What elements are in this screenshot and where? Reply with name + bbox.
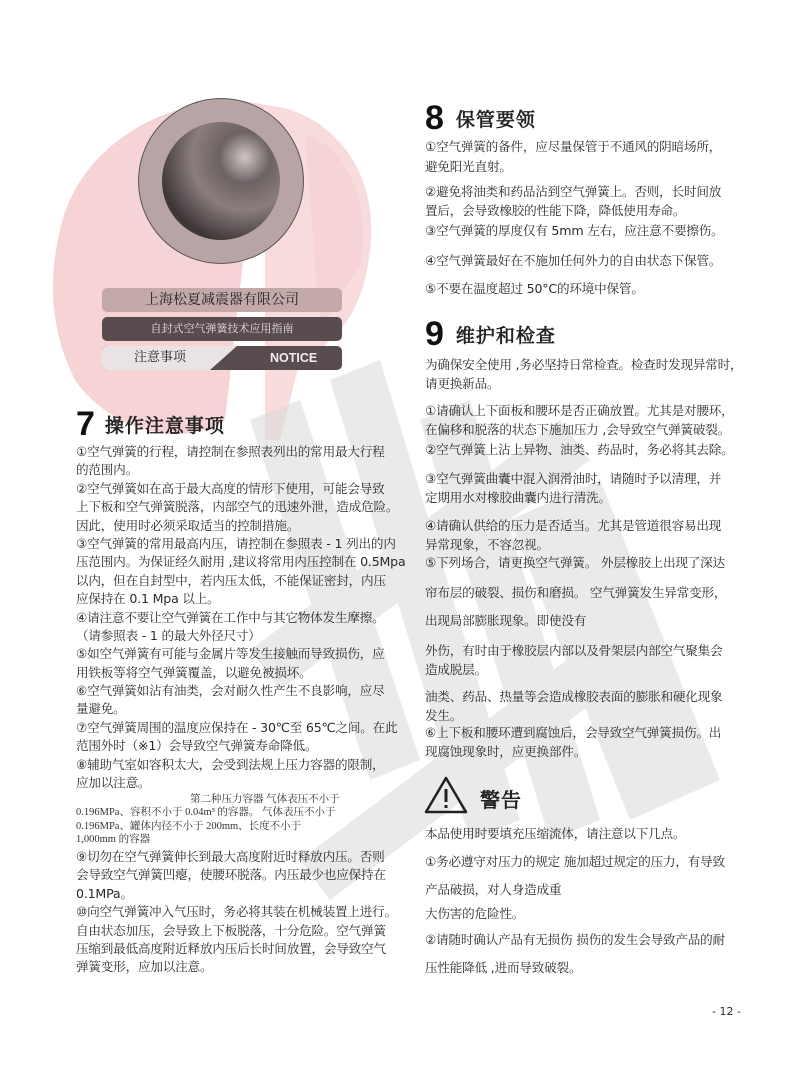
- text-line: 第二种压力容器 气体表压不小于: [190, 794, 340, 805]
- pressure-vessel-note: [76, 793, 340, 846]
- text-line: 上下板和空气弹簧脱落，内部空气的迅速外泄，造成危险。: [76, 499, 399, 515]
- text-line: ⑤不要在温度超过 50°C的环境中保管。: [425, 281, 644, 296]
- text-line: 0.196MPa、罐体内径不小于 200mm、长度不小于: [76, 820, 302, 832]
- text-line: ⑩向空气弹簧冲入气压时，务必将其装在机械装置上进行。: [76, 904, 397, 920]
- text-line: ④空气弹簧最好在不施加任何外力的自由状态下保管。: [425, 253, 722, 268]
- text-line: 应保持在 0.1 Mpa 以上。: [76, 591, 220, 607]
- guide-title: 自封式空气弹簧技术应用指南: [150, 322, 294, 335]
- text-line: ①空气弹簧的备件，应尽量保管于不通风的阴暗场所，: [425, 139, 722, 154]
- text-line: 在偏移和脱落的状态下施加压力 ,会导致空气弹簧破裂。: [425, 422, 731, 437]
- text-line: 会导致空气弹簧凹瘪，使腰环脱落。内压最少也应保持在: [76, 867, 386, 883]
- text-line: 定期用水对橡胶曲囊内进行清洗。: [425, 490, 611, 505]
- text-line: 因此，使用时必须采取适当的控制措施。: [76, 517, 300, 533]
- text-line: 自由状态加压，会导致上下板脱落，十分危险。空气弹簧: [76, 922, 386, 938]
- notice-label-en: NOTICE: [270, 351, 318, 365]
- company-name: 上海松夏减震器有限公司: [145, 292, 299, 308]
- text-line: 帘布层的破裂、损伤和磨损。 空气弹簧发生异常变形，: [425, 585, 727, 600]
- text-line: 1,000mm 的容器: [76, 833, 151, 845]
- text-line: 以内，但在自封型中，若内压太低，不能保证密封，内压: [76, 572, 386, 588]
- section-7-body-continued: [76, 848, 397, 977]
- section-number: 9: [425, 315, 444, 353]
- text-line: ④请确认供给的压力是否适当。尤其是管道很容易出现: [425, 518, 722, 533]
- text-line: 压缩到最低高度附近释放内压后长时间放置，会导致空气: [76, 940, 386, 956]
- text-line: 应加以注意。: [76, 775, 151, 791]
- text-line: ②避免将油类和药品沾到空气弹簧上。否则，长时间放: [425, 184, 722, 199]
- text-line: ⑥空气弹簧如沾有油类，会对耐久性产生不良影响，应尽: [76, 683, 385, 699]
- text-line: 为确保安全使用 ,务必坚持日常检查。检查时发现异常时，: [425, 357, 743, 372]
- text-line: ②空气弹簧如在高于最大高度的情形下使用，可能会导致: [76, 480, 385, 496]
- text-line: ②空气弹簧上沾上异物、油类、药品时，务必将其去除。: [425, 442, 734, 457]
- text-line: ①请确认上下面板和腰环是否正确放置。尤其是对腰环，: [425, 403, 734, 418]
- section-number: 8: [425, 99, 444, 137]
- text-line: ④请注意不要让空气弹簧在工作中与其它物体发生摩擦。: [76, 609, 385, 625]
- section-8-heading: [425, 99, 536, 138]
- section-7-heading: [76, 405, 225, 444]
- warning-title: 警告: [480, 788, 522, 812]
- text-line: 0.196MPa、容积不小于 0.04m³ 的容器。 气体表压不小于: [76, 807, 336, 819]
- text-line: ③空气弹簧的厚度仅有 5mm 左右，应注意不要擦伤。: [425, 223, 724, 238]
- text-line: ⑦空气弹簧周围的温度应保持在 - 30℃至 65℃之间。在此: [76, 719, 398, 735]
- text-line: 的范围内。: [76, 462, 138, 478]
- text-line: 量避免。: [76, 701, 126, 717]
- text-line: 用铁板等将空气弹簧覆盖，以避免被损坏。: [76, 664, 312, 680]
- text-line: 压范围内。为保证经久耐用 ,建议将常用内压控制在 0.5Mpa: [76, 554, 406, 570]
- section-title: 保管要领: [455, 109, 536, 131]
- text-line: ③空气弹簧曲囊中混入润滑油时，请随时予以清理，并: [425, 471, 722, 486]
- text-line: ⑤如空气弹簧有可能与金属片等发生接触而导致损伤，应: [76, 646, 385, 662]
- section-7-body: [76, 443, 405, 792]
- text-line: 异常现象，不容忽视。: [425, 537, 549, 552]
- text-line: 压性能降低 ,进而导致破裂。: [425, 960, 582, 975]
- text-line: 发生。: [425, 708, 463, 723]
- text-line: ①务必遵守对压力的规定 施加超过规定的压力，有导致: [425, 854, 725, 869]
- text-line: 出现局部膨胀现象。即使没有: [425, 613, 587, 628]
- text-line: ⑨切勿在空气弹簧伸长到最大高度附近时释放内压。否则: [76, 849, 385, 864]
- text-line: 范围外时（※1）会导致空气弹簧寿命降低。: [76, 738, 318, 754]
- text-line: ⑥上下板和腰环遭到腐蚀后，会导致空气弹簧损伤。出: [425, 725, 722, 740]
- page-number: - 12 -: [712, 1005, 741, 1018]
- section-9-heading: [425, 315, 556, 354]
- warning-triangle-icon: [424, 776, 468, 814]
- company-banner: [102, 288, 342, 312]
- text-line: 本品使用时要填充压缩流体，请注意以下几点。: [425, 826, 686, 841]
- product-photo: [138, 98, 304, 264]
- text-line: 油类、药品、热量等会造成橡胶表面的膨胀和硬化现象: [425, 689, 723, 704]
- text-line: 请更换新品。: [425, 376, 500, 391]
- text-line: ③空气弹簧的常用最高内压，请控制在参照表 - 1 列出的内: [76, 535, 396, 551]
- section-title: 操作注意事项: [104, 415, 225, 437]
- section-number: 7: [76, 405, 95, 443]
- text-line: 大伤害的危险性。: [425, 906, 525, 921]
- text-line: 产品破损，对人身造成重: [425, 882, 562, 897]
- section-title: 维护和检查: [455, 325, 556, 347]
- text-line: ①空气弹簧的行程，请控制在参照表列出的常用最大行程: [76, 444, 385, 459]
- guide-banner: [102, 317, 342, 341]
- text-line: ②请随时确认产品有无损伤 损伤的发生会导致产品的耐: [425, 932, 725, 947]
- text-line: 避免阳光直射。: [425, 159, 512, 174]
- text-line: 造成脱层。: [425, 662, 487, 677]
- notice-banner: [102, 346, 342, 370]
- text-line: 外伤，有时由于橡胶层内部以及骨架层内部空气聚集会: [425, 643, 723, 658]
- text-line: 0.1MPa。: [76, 885, 133, 901]
- text-line: ⑧辅助气室如容积太大，会受到法规上压力容器的限制，: [76, 756, 385, 772]
- text-line: 弹簧变形，应加以注意。: [76, 959, 213, 975]
- text-line: 现腐蚀现象时，应更换部件。: [425, 744, 587, 759]
- text-line: （请参照表 - 1 的最大外径尺寸）: [76, 627, 261, 643]
- text-line: 置后，会导致橡胶的性能下降，降低使用寿命。: [425, 203, 686, 218]
- notice-label-cn: 注意事项: [134, 350, 187, 365]
- text-line: ⑤下列场合，请更换空气弹簧。 外层橡胶上出现了深达: [425, 555, 725, 570]
